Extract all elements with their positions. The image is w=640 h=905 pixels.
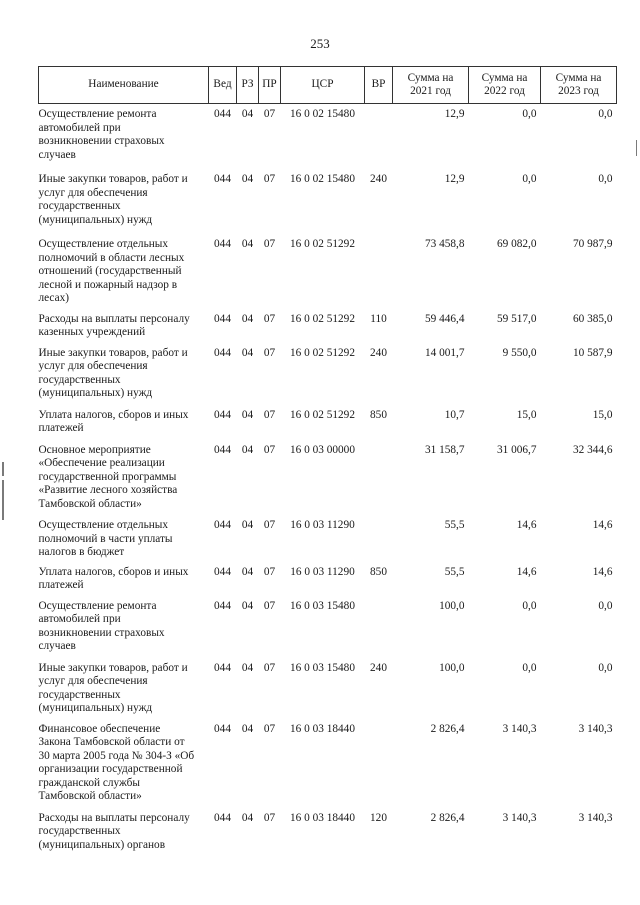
row-sum-2021: 55,5 [444, 565, 465, 578]
row-name-line: Иные закупки товаров, работ и [38, 346, 188, 359]
row-sum-2022: 69 082,0 [496, 238, 537, 250]
row-csr: 16 0 02 51292 [290, 312, 355, 325]
row-csr: 16 0 03 18440 [290, 722, 355, 735]
row-name-line: налогов в бюджет [38, 546, 125, 558]
row-pr: 07 [263, 408, 276, 421]
row-rz: 04 [241, 312, 254, 325]
row-sum-2023: 3 140,3 [578, 811, 613, 824]
row-ved: 044 [214, 173, 231, 185]
row-vr: 240 [370, 661, 387, 674]
binding-edge-mark [636, 140, 637, 156]
header-vr: ВР [365, 67, 393, 104]
header-sum-2021-line2: 2021 год [410, 85, 451, 97]
row-name-line: автомобилей при [38, 121, 121, 134]
table-body [39, 104, 617, 853]
row-name-line: Расходы на выплаты персоналу [38, 811, 190, 824]
row-name [39, 340, 209, 401]
row-sum-2023: 15,0 [592, 408, 613, 421]
row-pr: 07 [263, 599, 276, 612]
table-row [39, 340, 617, 401]
row-rz: 04 [241, 811, 254, 824]
table-row [39, 436, 617, 512]
row-name [39, 401, 209, 436]
binding-edge-mark [2, 462, 4, 476]
row-rz: 04 [241, 408, 254, 421]
row-name-line: отношений (государственный [38, 265, 182, 277]
row-name-line: услуг для обеспечения [38, 186, 148, 199]
header-sum-2023 [541, 67, 617, 104]
row-vr [365, 716, 393, 804]
row-sum-2023: 70 987,9 [572, 238, 613, 250]
row-name-line: «Обеспечение реализации [38, 457, 165, 469]
table-row [39, 593, 617, 654]
row-rz: 04 [241, 565, 254, 578]
row-csr: 16 0 02 51292 [290, 408, 355, 421]
row-sum-2022: 0,0 [522, 108, 537, 120]
row-name [39, 654, 209, 716]
row-name-line: гражданской службы [38, 776, 141, 789]
table-row [39, 306, 617, 340]
row-csr: 16 0 03 11290 [290, 565, 355, 578]
row-name-line: случаев [38, 148, 76, 161]
table-row [39, 511, 617, 560]
row-name-line: возникновении страховых [38, 626, 165, 639]
row-sum-2022: 0,0 [522, 661, 537, 674]
row-vr [365, 436, 393, 512]
row-name-line: (муниципальных) нужд [38, 387, 153, 399]
row-csr: 16 0 02 15480 [290, 108, 355, 120]
header-csr: ЦСР [281, 67, 365, 104]
row-name-line: Тамбовской области» [38, 497, 142, 510]
table-row [39, 804, 617, 853]
budget-table [38, 66, 617, 852]
row-sum-2023: 3 140,3 [578, 722, 613, 735]
table-header-row [39, 67, 617, 104]
row-vr: 850 [370, 565, 387, 578]
row-name-line: организации государственной [38, 763, 183, 775]
row-vr: 240 [370, 346, 387, 359]
row-name-line: возникновении страховых [38, 135, 165, 147]
header-sum-2022 [469, 67, 541, 104]
row-sum-2022: 0,0 [522, 599, 537, 612]
row-rz: 04 [241, 108, 254, 120]
page-number: 253 [310, 36, 330, 51]
header-ved: Вед [209, 67, 237, 104]
row-pr: 07 [263, 312, 276, 325]
row-vr: 850 [370, 408, 387, 421]
row-sum-2021: 10,7 [444, 408, 465, 421]
row-name-line: полномочий в области лесных [38, 251, 185, 264]
table-row [39, 227, 617, 306]
row-pr: 07 [263, 811, 276, 824]
row-sum-2021: 73 458,8 [424, 238, 465, 250]
row-ved: 044 [214, 346, 231, 359]
header-name: Наименование [39, 67, 209, 104]
row-sum-2021: 12,9 [444, 108, 465, 120]
row-ved: 044 [214, 661, 231, 674]
row-sum-2022: 9 550,0 [502, 346, 537, 359]
row-ved: 044 [214, 312, 231, 325]
row-name-line: Осуществление отдельных [38, 238, 169, 250]
row-name-line: государственных [38, 373, 121, 386]
row-name-line: случаев [38, 640, 76, 652]
row-name-line: платежей [38, 579, 84, 591]
row-ved: 044 [214, 108, 231, 120]
row-sum-2021: 2 826,4 [430, 811, 465, 824]
row-name-line: (муниципальных) нужд [38, 213, 153, 226]
row-rz: 04 [241, 173, 254, 185]
row-name-line: Финансовое обеспечение [38, 722, 161, 735]
row-name-line: автомобилей при [38, 613, 121, 625]
table-row [39, 716, 617, 804]
row-name-line: Осуществление ремонта [38, 108, 157, 120]
row-name-line: Закона Тамбовской области от [38, 736, 185, 748]
table-row [39, 654, 617, 716]
row-name [39, 162, 209, 227]
row-name-line: Иные закупки товаров, работ и [38, 173, 188, 185]
row-pr: 07 [263, 346, 276, 359]
row-csr: 16 0 03 18440 [290, 811, 355, 824]
row-rz: 04 [241, 661, 254, 674]
row-vr [365, 593, 393, 654]
row-sum-2021: 14 001,7 [424, 346, 465, 359]
row-rz: 04 [241, 519, 254, 531]
row-vr: 120 [370, 811, 387, 824]
row-sum-2022: 14,6 [516, 519, 537, 531]
header-sum-2021 [393, 67, 469, 104]
row-sum-2022: 59 517,0 [496, 312, 537, 325]
row-vr: 240 [370, 173, 387, 185]
row-name [39, 560, 209, 593]
row-ved: 044 [214, 443, 231, 456]
row-name-line: лесной и пожарный надзор в [38, 278, 178, 291]
row-sum-2021: 100,0 [439, 661, 465, 674]
header-rz: РЗ [237, 67, 259, 104]
row-sum-2023: 0,0 [598, 661, 613, 674]
row-sum-2021: 55,5 [444, 519, 465, 531]
row-name-line: лесах) [38, 292, 70, 304]
row-name-line: государственных [38, 688, 121, 701]
row-name-line: Уплата налогов, сборов и иных [38, 565, 189, 578]
row-ved: 044 [214, 408, 231, 421]
header-pr: ПР [259, 67, 281, 104]
row-name-line: «Развитие лесного хозяйства [38, 484, 178, 496]
row-sum-2022: 15,0 [516, 408, 537, 421]
row-name [39, 716, 209, 804]
row-sum-2022: 31 006,7 [496, 443, 537, 456]
row-csr: 16 0 03 15480 [290, 599, 355, 612]
row-name-line: казенных учреждений [38, 326, 146, 338]
row-vr [365, 227, 393, 306]
row-ved: 044 [214, 811, 231, 824]
row-name-line: 30 марта 2005 года № 304-З «Об [38, 749, 195, 762]
row-csr: 16 0 02 51292 [290, 346, 355, 359]
row-name [39, 511, 209, 560]
row-rz: 04 [241, 238, 254, 250]
row-name-line: государственных [38, 200, 121, 212]
row-csr: 16 0 03 11290 [290, 519, 355, 531]
row-rz: 04 [241, 443, 254, 456]
row-pr: 07 [263, 565, 276, 578]
row-name-line: Тамбовской области» [38, 790, 142, 802]
row-sum-2021: 31 158,7 [424, 443, 465, 456]
row-csr: 16 0 03 00000 [290, 443, 355, 456]
row-vr [365, 104, 393, 163]
row-ved: 044 [214, 722, 231, 735]
row-name [39, 593, 209, 654]
row-name [39, 227, 209, 306]
row-sum-2023: 10 587,9 [572, 346, 613, 359]
row-name-line: услуг для обеспечения [38, 360, 148, 372]
row-sum-2023: 0,0 [598, 599, 613, 612]
row-ved: 044 [214, 565, 231, 578]
row-pr: 07 [263, 722, 276, 735]
row-ved: 044 [214, 238, 231, 250]
row-sum-2023: 0,0 [598, 173, 613, 185]
table-row [39, 401, 617, 436]
header-sum-2022-line1: Сумма на [481, 71, 528, 84]
header-sum-2023-line2: 2023 год [558, 85, 599, 97]
row-name-line: Расходы на выплаты персоналу [38, 312, 190, 325]
row-name-line: (муниципальных) нужд [38, 702, 153, 714]
row-csr: 16 0 03 15480 [290, 661, 355, 674]
row-csr: 16 0 02 51292 [290, 238, 355, 250]
row-ved: 044 [214, 519, 231, 531]
row-rz: 04 [241, 346, 254, 359]
row-sum-2022: 3 140,3 [502, 811, 537, 824]
row-name-line: Осуществление отдельных [38, 519, 169, 531]
row-sum-2023: 0,0 [598, 108, 613, 120]
row-sum-2021: 100,0 [439, 599, 465, 612]
row-sum-2021: 59 446,4 [424, 312, 465, 325]
table-row [39, 560, 617, 593]
row-sum-2023: 60 385,0 [572, 312, 613, 325]
row-pr: 07 [263, 173, 276, 185]
row-name-line: Уплата налогов, сборов и иных [38, 408, 189, 421]
header-sum-2023-line1: Сумма на [555, 71, 602, 84]
row-name [39, 104, 209, 163]
row-ved: 044 [214, 599, 231, 612]
row-vr [365, 511, 393, 560]
row-pr: 07 [263, 661, 276, 674]
row-name-line: услуг для обеспечения [38, 675, 148, 687]
row-name [39, 306, 209, 340]
row-sum-2022: 3 140,3 [502, 722, 537, 735]
row-name-line: (муниципальных) органов [38, 838, 166, 851]
row-sum-2021: 12,9 [444, 173, 465, 185]
row-rz: 04 [241, 722, 254, 735]
row-name-line: платежей [38, 422, 84, 434]
row-name-line: государственной программы [38, 470, 177, 483]
row-sum-2021: 2 826,4 [430, 722, 465, 735]
row-sum-2022: 14,6 [516, 565, 537, 578]
row-pr: 07 [263, 519, 276, 531]
row-sum-2023: 14,6 [592, 519, 613, 531]
row-pr: 07 [263, 108, 276, 120]
header-sum-2021-line1: Сумма на [407, 71, 454, 84]
row-name-line: полномочий в части уплаты [38, 532, 173, 545]
row-pr: 07 [263, 443, 276, 456]
row-pr: 07 [263, 238, 276, 250]
row-csr: 16 0 02 15480 [290, 173, 355, 185]
row-vr: 110 [370, 312, 387, 325]
row-rz: 04 [241, 599, 254, 612]
table-row [39, 162, 617, 227]
header-sum-2022-line2: 2022 год [484, 85, 525, 97]
row-sum-2023: 14,6 [592, 565, 613, 578]
binding-edge-mark [2, 480, 4, 520]
row-sum-2023: 32 344,6 [572, 443, 613, 456]
row-name-line: государственных [38, 825, 121, 837]
row-name [39, 436, 209, 512]
row-name-line: Основное мероприятие [38, 443, 151, 456]
table-row [39, 104, 617, 163]
row-name-line: Иные закупки товаров, работ и [38, 661, 188, 674]
row-name [39, 804, 209, 853]
row-name-line: Осуществление ремонта [38, 599, 157, 612]
row-sum-2022: 0,0 [522, 173, 537, 185]
